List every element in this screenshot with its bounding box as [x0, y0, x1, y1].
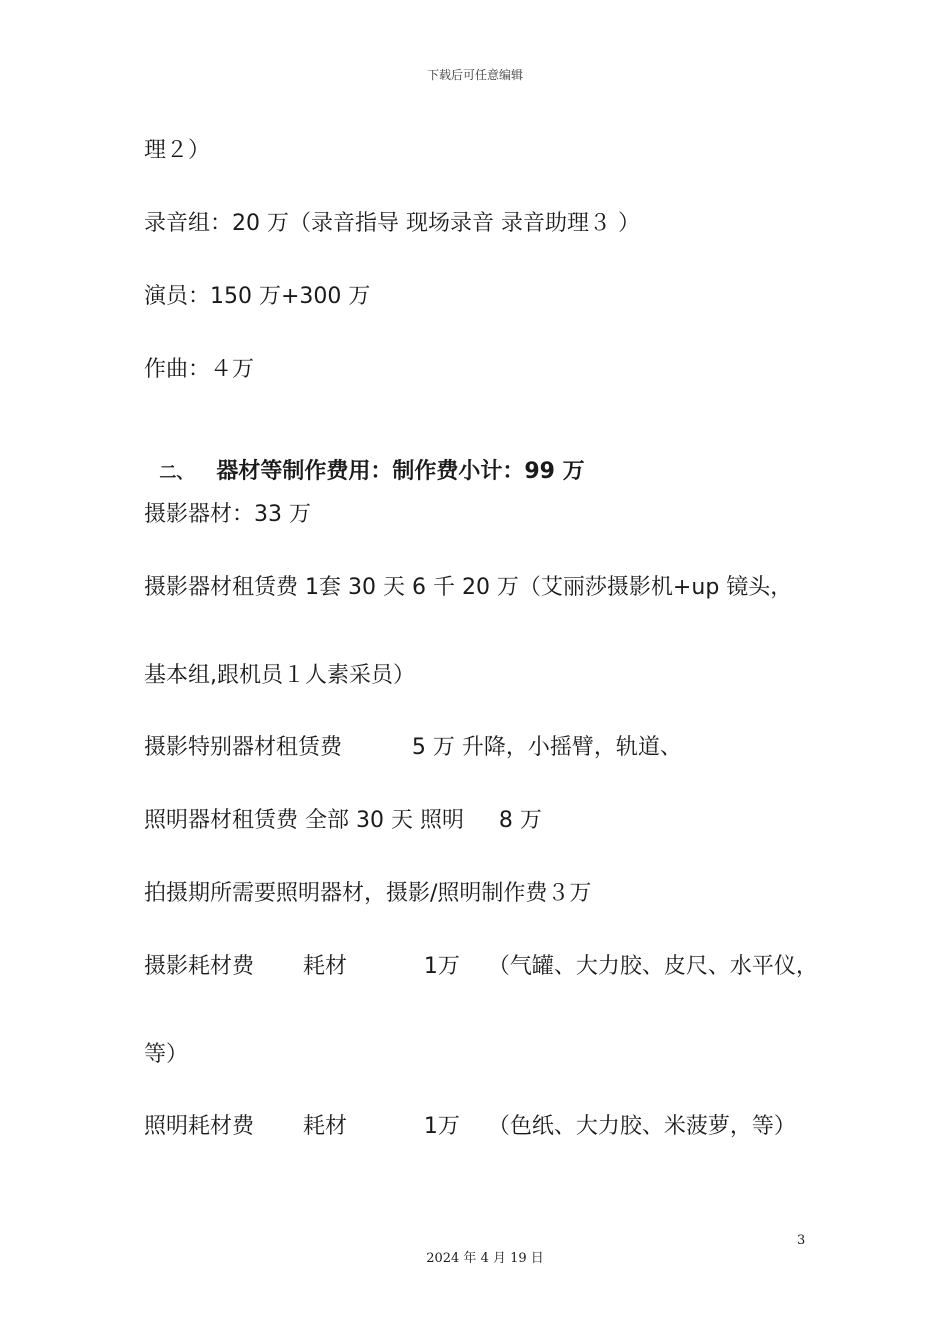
section-heading: [144, 427, 585, 488]
text-line: 作曲：４万: [144, 357, 255, 382]
text-line: 照明耗材费 耗材 1万 （色纸、大力胶、米菠萝，等）: [144, 1114, 796, 1139]
page-header-note: 下载后可任意编辑: [426, 68, 523, 82]
text-line: 基本组,跟机员１人素采员）: [144, 663, 415, 688]
text-line: 摄影器材租赁费 1套 30 天 6 千 20 万（艾丽莎摄影机+up 镜头，: [144, 575, 793, 600]
section-title: 器材等制作费用：制作费小计：99 万: [216, 459, 585, 484]
text-line: 演员：150 万+300 万: [144, 284, 371, 309]
page-number: 3: [797, 1233, 806, 1248]
text-line: 照明器材租赁费 全部 30 天 照明 8 万: [144, 808, 542, 833]
text-line: 摄影器材：33 万: [144, 502, 311, 527]
text-line: 录音组：20 万（录音指导 现场录音 录音助理３ ）: [144, 211, 640, 236]
text-line: 等）: [144, 1042, 189, 1067]
text-line: 摄影耗材费 耗材 1万 （气罐、大力胶、皮尺、水平仪，: [144, 954, 818, 979]
section-number: 二、: [159, 463, 194, 483]
text-line: 拍摄期所需要照明器材，摄影/照明制作费３万: [144, 881, 592, 906]
text-line: 理２）: [144, 138, 211, 163]
footer-date: 2024 年 4 月 19 日: [426, 1251, 544, 1266]
text-line: 摄影特别器材租赁费 5 万 升降，小摇臂，轨道、: [144, 735, 682, 760]
